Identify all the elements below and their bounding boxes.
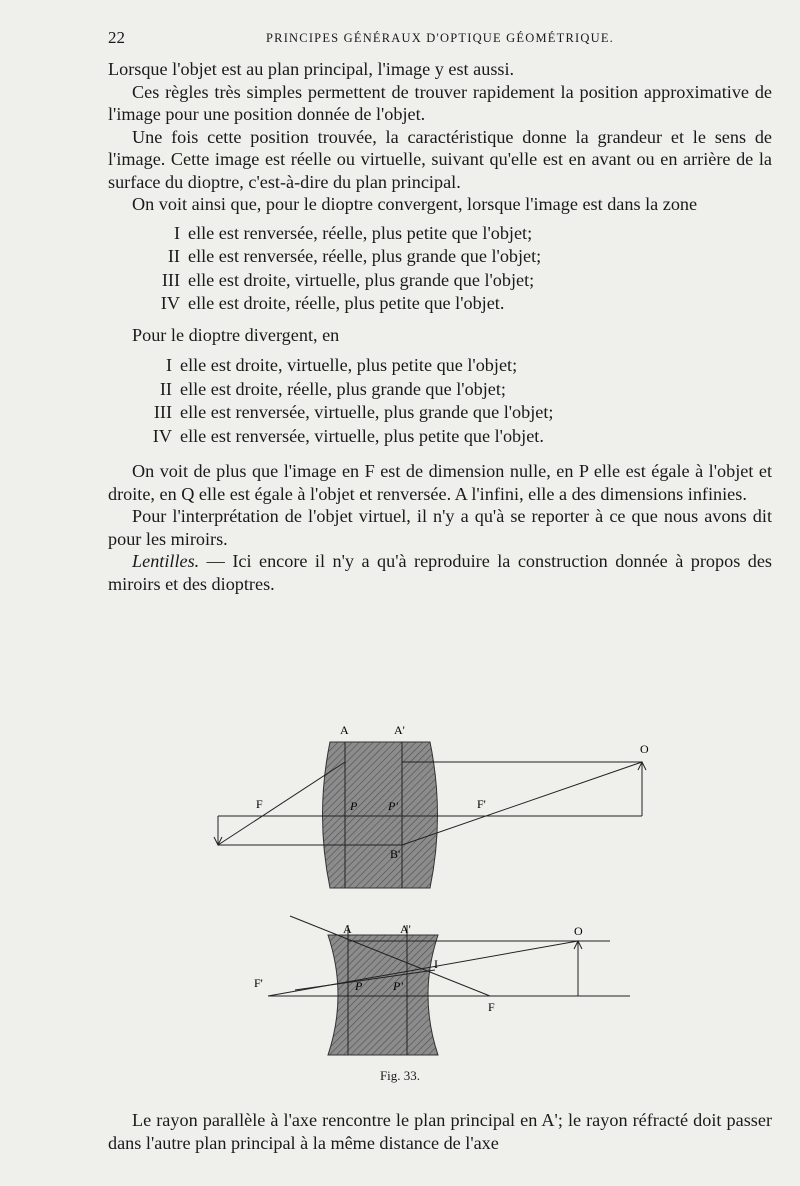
case-text: elle est renversée, réelle, plus petite que l'objet;	[188, 222, 533, 243]
label-a: A	[343, 922, 352, 936]
paragraph: Le rayon parallèle à l'axe rencontre le plan principal en A'; le rayon réfracté doit passer dans l'autre plan principal à la même distance de l'axe	[108, 1110, 772, 1153]
list-item	[150, 378, 772, 402]
paragraph: Lorsque l'objet est au plan principal, l'image y est aussi.	[108, 59, 515, 79]
case-text: elle est renversée, virtuelle, plus grande que l'objet;	[180, 402, 554, 422]
paragraph: Pour l'interprétation de l'objet virtuel, il n'y a qu'à se reporter à ce que nous avons dit pour les miroirs.	[108, 506, 772, 549]
list-item	[150, 401, 772, 425]
page-header	[108, 28, 772, 50]
roman-numeral: I	[173, 222, 180, 243]
running-title: PRINCIPES GÉNÉRAUX D'OPTIQUE GÉOMÉTRIQUE.	[266, 31, 614, 45]
convergent-lens-body	[323, 742, 438, 888]
label-a: A	[340, 723, 349, 737]
figure-caption: Fig. 33.	[379, 1068, 421, 1083]
label-p-prime: P'	[393, 979, 403, 993]
label-p: P	[355, 979, 363, 993]
list-item	[150, 354, 772, 378]
label-o: O	[574, 924, 583, 938]
label-o: O	[640, 742, 649, 756]
list-item	[158, 245, 772, 269]
list-item	[158, 222, 772, 246]
convergent-lens-figure	[214, 723, 649, 888]
convergent-cases-list	[108, 222, 772, 316]
ray-through-f-prime	[402, 762, 642, 845]
roman-numeral: II	[167, 246, 180, 266]
label-f-prime: F'	[477, 797, 486, 811]
body-text	[108, 58, 772, 595]
case-text: elle est renversée, virtuelle, plus petite que l'objet.	[180, 425, 544, 446]
paragraph: Une fois cette position trouvée, la caractéristique donne la grandeur et le sens de l'image. Cette image est réelle ou virtuelle, suivant qu'elle est en avant ou en arrière de la surface du dioptre, c'est-à-dire du plan principal.	[108, 126, 772, 192]
case-text: elle est renversée, réelle, plus grande que l'objet;	[188, 246, 542, 266]
label-f: F	[488, 1000, 495, 1014]
list-item	[158, 292, 772, 316]
label-b-prime: B'	[390, 847, 401, 861]
paragraph	[108, 550, 772, 595]
paragraph: Pour le dioptre divergent, en	[132, 324, 340, 345]
label-f-prime: F'	[254, 976, 263, 990]
label-a-prime: A'	[400, 922, 411, 936]
section-title: Lentilles.	[132, 551, 200, 571]
label-i: I	[434, 957, 438, 971]
label-p-prime: P'	[388, 799, 398, 813]
label-p: P	[350, 799, 358, 813]
roman-numeral: I	[165, 355, 172, 375]
label-a-prime: A'	[394, 723, 405, 737]
case-text: elle est droite, virtuelle, plus grande que l'objet;	[188, 269, 535, 290]
lens-diagram-svg	[190, 720, 670, 1065]
bottom-text	[108, 1109, 772, 1154]
case-text: elle est droite, réelle, plus grande que l'objet;	[180, 378, 506, 399]
label-f: F	[256, 797, 263, 811]
paragraph: Ces règles très simples permettent de trouver rapidement la position approximative de l'image pour une position donnée de l'objet.	[108, 81, 772, 124]
paragraph-text: — Ici encore il n'y a qu'à reproduire la construction donnée à propos des miroirs et des dioptres.	[108, 551, 772, 594]
page-number: 22	[108, 28, 125, 47]
list-item	[150, 425, 772, 449]
paragraph: On voit de plus que l'image en F est de dimension nulle, en P elle est égale à l'objet et droite, en Q elle est égale à l'objet et renversée. A l'infini, elle a des dimensions infinies.	[108, 461, 772, 504]
divergent-lens-figure	[254, 916, 630, 1055]
paragraph: On voit ainsi que, pour le dioptre convergent, lorsque l'image est dans la zone	[132, 194, 698, 214]
roman-numeral: IV	[160, 293, 180, 313]
roman-numeral: IV	[152, 425, 172, 446]
roman-numeral: II	[159, 378, 172, 399]
roman-numeral: III	[153, 402, 172, 422]
lens-diagram	[190, 720, 670, 1085]
roman-numeral: III	[161, 269, 180, 290]
list-item	[158, 269, 772, 293]
case-text: elle est droite, virtuelle, plus petite que l'objet;	[180, 355, 518, 375]
case-text: elle est droite, réelle, plus petite que l'objet.	[188, 293, 505, 313]
divergent-cases-list	[108, 354, 772, 448]
